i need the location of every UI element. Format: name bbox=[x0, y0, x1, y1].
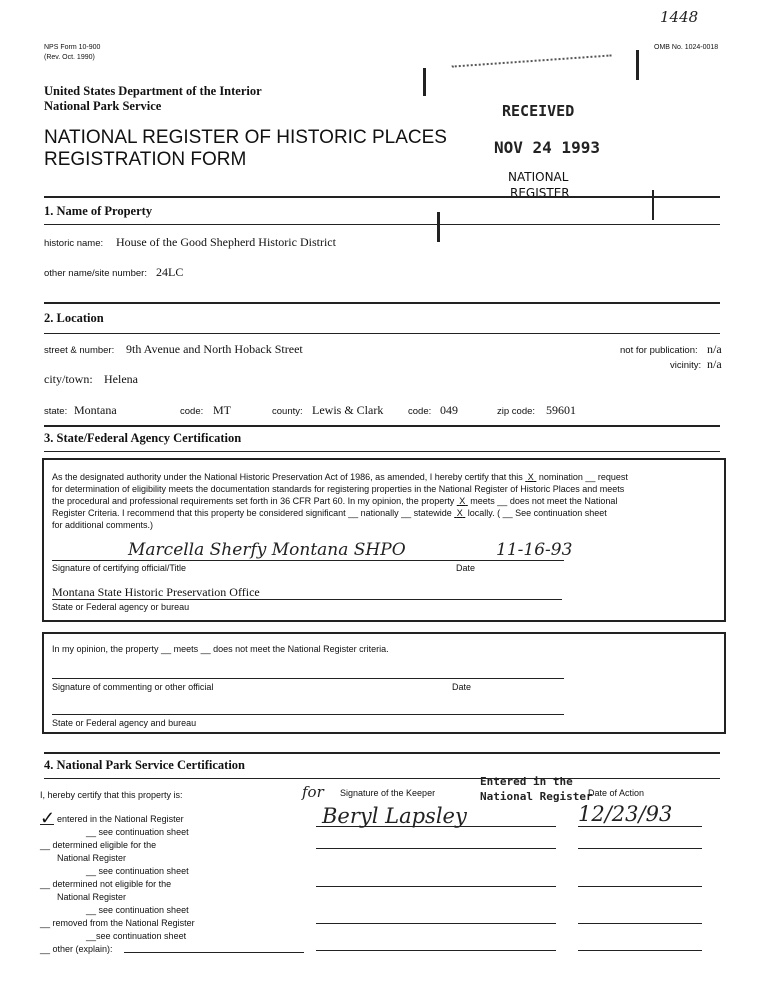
commenting-signature-label: Signature of commenting or other official bbox=[52, 682, 214, 692]
entered-check-mark: ✓ bbox=[40, 808, 56, 828]
street-label: street & number: bbox=[44, 345, 115, 356]
commenting-date-label: Date bbox=[452, 682, 472, 692]
meets-mark: X bbox=[459, 496, 466, 506]
action-date: 12/23/93 bbox=[578, 802, 673, 826]
agency-value: Montana State Historic Preservation Office bbox=[52, 585, 260, 599]
vicinity-value: n/a bbox=[707, 357, 722, 371]
omb-number: OMB No. 1024-0018 bbox=[654, 44, 719, 51]
department: United States Department of the Interior bbox=[44, 84, 262, 98]
other-name-label: other name/site number: bbox=[44, 268, 147, 279]
option-eligible-line2: National Register bbox=[57, 853, 127, 863]
form-title-line2: REGISTRATION FORM bbox=[44, 149, 247, 170]
option-entered-continuation: __ see continuation sheet bbox=[86, 827, 189, 837]
county-value: Lewis & Clark bbox=[312, 403, 384, 417]
cert-text-line1: As the designated authority under the National Historic Preservation Act of 1986, as amended, I hereby certify that this X nomination __ request bbox=[52, 472, 628, 482]
stamp-register: REGISTER bbox=[510, 186, 570, 200]
option-entered: entered in the National Register bbox=[57, 814, 184, 824]
city-label: city/town: bbox=[44, 372, 93, 386]
nomination-mark: X bbox=[527, 472, 534, 482]
county-code-label: code: bbox=[408, 406, 432, 417]
section2-heading: 2. Location bbox=[44, 311, 104, 325]
certify-text: I, hereby certify that this property is: bbox=[40, 790, 183, 800]
cert-text-line5: for additional comments.) bbox=[52, 520, 154, 530]
option-other: __ other (explain): bbox=[40, 944, 113, 954]
option-removed-continuation: __see continuation sheet bbox=[86, 931, 187, 941]
street-value: 9th Avenue and North Hoback Street bbox=[126, 342, 303, 356]
zip-value: 59601 bbox=[546, 403, 576, 417]
section1-heading: 1. Name of Property bbox=[44, 204, 153, 218]
commenting-agency-label: State or Federal agency and bureau bbox=[52, 718, 197, 728]
county-code-value: 049 bbox=[440, 403, 458, 417]
keeper-signature: Beryl Lapsley bbox=[322, 804, 467, 828]
entered-stamp-line2: National Register bbox=[480, 790, 593, 803]
state-code-label: code: bbox=[180, 406, 204, 417]
form-title-line1: NATIONAL REGISTER OF HISTORIC PLACES bbox=[44, 127, 447, 148]
certifying-date: 11-16-93 bbox=[496, 540, 573, 560]
opinion-text: In my opinion, the property __ meets __ does not meet the National Register criteria. bbox=[52, 644, 389, 654]
zip-label: zip code: bbox=[497, 406, 536, 417]
section4-heading: 4. National Park Service Certification bbox=[44, 758, 245, 772]
certifying-date-label: Date bbox=[456, 563, 476, 573]
form-number: NPS Form 10-900 bbox=[44, 44, 101, 51]
scan-mark bbox=[652, 190, 654, 220]
state-code-value: MT bbox=[213, 403, 231, 417]
certifying-signature: Marcella Sherfy Montana SHPO bbox=[128, 540, 406, 560]
scan-mark bbox=[636, 50, 639, 80]
scan-mark bbox=[423, 68, 426, 96]
certifying-signature-label: Signature of certifying official/Title bbox=[52, 563, 187, 573]
stamp-national: NATIONAL bbox=[508, 170, 569, 184]
historic-name-value: House of the Good Shepherd Historic District bbox=[116, 235, 336, 249]
option-eligible-continuation: __ see continuation sheet bbox=[86, 866, 189, 876]
locally-mark: X bbox=[456, 508, 463, 518]
option-removed: __ removed from the National Register bbox=[40, 918, 195, 928]
option-not-eligible-line2: National Register bbox=[57, 892, 127, 902]
option-not-eligible-continuation: __ see continuation sheet bbox=[86, 905, 189, 915]
cert-text-line3: the procedural and professional requirements set forth in 36 CFR Part 60. In my opinion, the property X meets __ does not meet the National bbox=[52, 496, 618, 506]
not-for-publication-label: not for publication: bbox=[620, 345, 698, 356]
vicinity-label: vicinity: bbox=[670, 360, 702, 371]
historic-name-label: historic name: bbox=[44, 238, 104, 249]
date-of-action-label: Date of Action bbox=[588, 788, 645, 798]
section3-heading: 3. State/Federal Agency Certification bbox=[44, 431, 242, 445]
keeper-signature-label: Signature of the Keeper bbox=[340, 788, 436, 798]
corner-number: 1448 bbox=[660, 8, 699, 26]
cert-text-line2: for determination of eligibility meets the documentation standards for registering properties in the National Register of Historic Places and meets bbox=[52, 484, 625, 494]
cert-text-line4: Register Criteria. I recommend that this property be considered significant __ nationally __ statewide X locally. ( __ See continuation sheet bbox=[52, 508, 607, 518]
state-value: Montana bbox=[74, 403, 117, 417]
other-name-value: 24LC bbox=[156, 265, 184, 279]
form-revision: (Rev. Oct. 1990) bbox=[44, 54, 95, 61]
option-not-eligible: __ determined not eligible for the bbox=[40, 879, 172, 889]
entered-stamp-line1: Entered in the bbox=[480, 775, 573, 788]
agency: National Park Service bbox=[44, 99, 162, 113]
agency-label: State or Federal agency or bureau bbox=[52, 602, 190, 612]
for-note: for bbox=[302, 783, 324, 801]
received-date-stamp: NOV 24 1993 bbox=[494, 138, 600, 157]
received-stamp: RECEIVED bbox=[502, 102, 575, 120]
scan-mark bbox=[437, 212, 440, 242]
state-label: state: bbox=[44, 406, 68, 417]
city-value: Helena bbox=[104, 372, 138, 386]
scan-mark bbox=[452, 54, 613, 79]
county-label: county: bbox=[272, 406, 303, 417]
option-eligible: __ determined eligible for the bbox=[40, 840, 157, 850]
not-for-publication-value: n/a bbox=[707, 342, 722, 356]
